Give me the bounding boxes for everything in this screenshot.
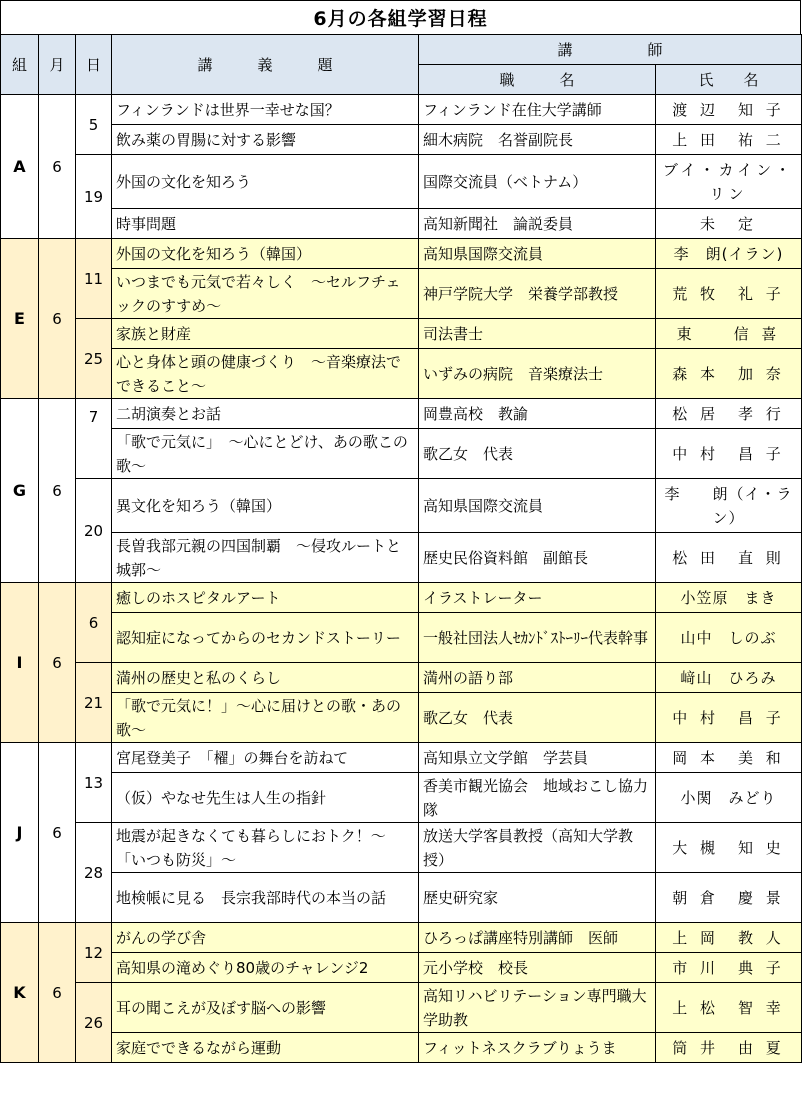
lecturer-job: 歌乙女 代表 [419,693,656,743]
lecturer-name: 山中 しのぶ [656,613,802,663]
lecture-topic: 耳の聞こえが及ぼす脳への影響 [112,983,419,1033]
lecturer-name: 松 田 直 則 [656,533,802,583]
day-cell: 13 [76,743,112,823]
lecture-topic: 宮尾登美子 「櫂」の舞台を訪ねて [112,743,419,773]
lecturer-name: 筒 井 由 夏 [656,1033,802,1063]
lecturer-job: 岡豊高校 教諭 [419,399,656,429]
group-block-e [1,239,802,399]
lecture-topic: 時事問題 [112,209,419,239]
schedule-table [0,34,802,1063]
lecture-topic: 飲み薬の胃腸に対する影響 [112,125,419,155]
lecturer-name: 小笠原 まき [656,583,802,613]
lecture-topic: 異文化を知ろう（韓国） [112,479,419,533]
header-name: 氏 名 [656,65,802,95]
month-cell: 6 [39,399,76,583]
header-group: 組 [1,35,39,95]
lecturer-job: 細木病院 名誉副院長 [419,125,656,155]
lecturer-job: 放送大学客員教授（高知大学教授） [419,823,656,873]
day-cell: 25 [76,319,112,399]
lecturer-job: 香美市観光協会 地域おこし協力隊 [419,773,656,823]
lecture-topic: 二胡演奏とお話 [112,399,419,429]
lecturer-job: 満州の語り部 [419,663,656,693]
lecture-topic: 家族と財産 [112,319,419,349]
header-day: 日 [76,35,112,95]
lecturer-job: ひろっぱ講座特別講師 医師 [419,923,656,953]
lecturer-name: 上 岡 教 人 [656,923,802,953]
group-block-k [1,923,802,1063]
lecture-topic: 地震が起きなくても暮らしにおトク！～「いつも防災」～ [112,823,419,873]
lecturer-name: ブイ・カイン・リン [656,155,802,209]
lecturer-name: 李 朗（イ・ラン） [656,479,802,533]
lecturer-job: 高知新聞社 論説委員 [419,209,656,239]
lecturer-name: 﨑山 ひろみ [656,663,802,693]
header-month: 月 [39,35,76,95]
lecture-topic: いつまでも元気で若々しく ～セルフチェックのすすめ～ [112,269,419,319]
day-cell: 28 [76,823,112,923]
day-cell: 21 [76,663,112,743]
day-cell: 20 [76,479,112,583]
header-job-title: 職 名 [419,65,656,95]
lecture-topic: フィンランドは世界一幸せな国？ [112,95,419,125]
day-cell: 6 [76,583,112,663]
lecturer-job: 高知リハビリテーション専門職大学助教 [419,983,656,1033]
month-cell: 6 [39,583,76,743]
lecture-topic: 「歌で元気に」 ～心にとどけ、あの歌この歌～ [112,429,419,479]
lecture-topic: 「歌で元気に！」～心に届けとの歌・あの歌～ [112,693,419,743]
lecturer-name: 上 松 智 幸 [656,983,802,1033]
lecturer-name: 李 朗(イラン) [656,239,802,269]
group-block-i [1,583,802,743]
day-cell: 12 [76,923,112,983]
lecturer-name: 朝 倉 慶 景 [656,873,802,923]
page-title: 6月の各組学習日程 [0,0,801,34]
header-lecture-topic: 講 義 題 [112,35,419,95]
lecturer-job: 高知県立文学館 学芸員 [419,743,656,773]
lecture-topic: がんの学び舎 [112,923,419,953]
lecturer-job: 歴史研究家 [419,873,656,923]
month-cell: 6 [39,95,76,239]
lecturer-job: 歴史民俗資料館 副館長 [419,533,656,583]
lecturer-job: 高知県国際交流員 [419,239,656,269]
lecturer-job: 高知県国際交流員 [419,479,656,533]
month-cell: 6 [39,743,76,923]
lecture-topic: 外国の文化を知ろう（韓国） [112,239,419,269]
lecturer-job: 神戸学院大学 栄養学部教授 [419,269,656,319]
header-lecturer: 講 師 [419,35,802,65]
lecturer-job: いずみの病院 音楽療法士 [419,349,656,399]
lecture-topic: 外国の文化を知ろう [112,155,419,209]
day-cell: 19 [76,155,112,239]
day-cell: 26 [76,983,112,1063]
group-label: E [1,239,39,399]
lecturer-name: 市 川 典 子 [656,953,802,983]
lecturer-name: 渡 辺 知 子 [656,95,802,125]
lecturer-job: 司法書士 [419,319,656,349]
lecture-topic: 家庭でできるながら運動 [112,1033,419,1063]
lecture-topic: 心と身体と頭の健康づくり ～音楽療法でできること～ [112,349,419,399]
day-cell: 7 [76,399,112,479]
lecturer-name: 中 村 昌 子 [656,693,802,743]
lecture-topic: 癒しのホスピタルアート [112,583,419,613]
lecture-topic: 高知県の滝めぐり80歳のチャレンジ2 [112,953,419,983]
lecturer-name: 未 定 [656,209,802,239]
lecturer-job: 国際交流員（ベトナム） [419,155,656,209]
lecturer-job: 歌乙女 代表 [419,429,656,479]
lecturer-job: 元小学校 校長 [419,953,656,983]
group-block-g [1,399,802,583]
lecture-topic: 地検帳に見る 長宗我部時代の本当の話 [112,873,419,923]
lecturer-name: 松 居 孝 行 [656,399,802,429]
lecturer-name: 岡 本 美 和 [656,743,802,773]
lecturer-name: 小関 みどり [656,773,802,823]
day-cell: 5 [76,95,112,155]
group-label: G [1,399,39,583]
group-label: I [1,583,39,743]
lecturer-job: フィットネスクラブりょうま [419,1033,656,1063]
group-block-j [1,743,802,923]
group-label: J [1,743,39,923]
lecturer-name: 荒 牧 礼 子 [656,269,802,319]
group-block-a [1,95,802,239]
lecturer-name: 大 槻 知 史 [656,823,802,873]
group-label: K [1,923,39,1063]
month-cell: 6 [39,239,76,399]
lecturer-name: 東 信 喜 [656,319,802,349]
lecturer-name: 上 田 祐 二 [656,125,802,155]
lecturer-job: イラストレーター [419,583,656,613]
group-label: A [1,95,39,239]
day-cell: 11 [76,239,112,319]
lecturer-job: フィンランド在住大学講師 [419,95,656,125]
month-cell: 6 [39,923,76,1063]
lecture-topic: 認知症になってからのセカンドストーリー [112,613,419,663]
lecture-topic: （仮）やなせ先生は人生の指針 [112,773,419,823]
lecturer-name: 森 本 加 奈 [656,349,802,399]
lecture-topic: 満州の歴史と私のくらし [112,663,419,693]
lecture-topic: 長曽我部元親の四国制覇 ～侵攻ルートと城郭～ [112,533,419,583]
lecturer-job: 一般社団法人ｾｶﾝﾄﾞｽﾄｰﾘｰ代表幹事 [419,613,656,663]
lecturer-name: 中 村 昌 子 [656,429,802,479]
